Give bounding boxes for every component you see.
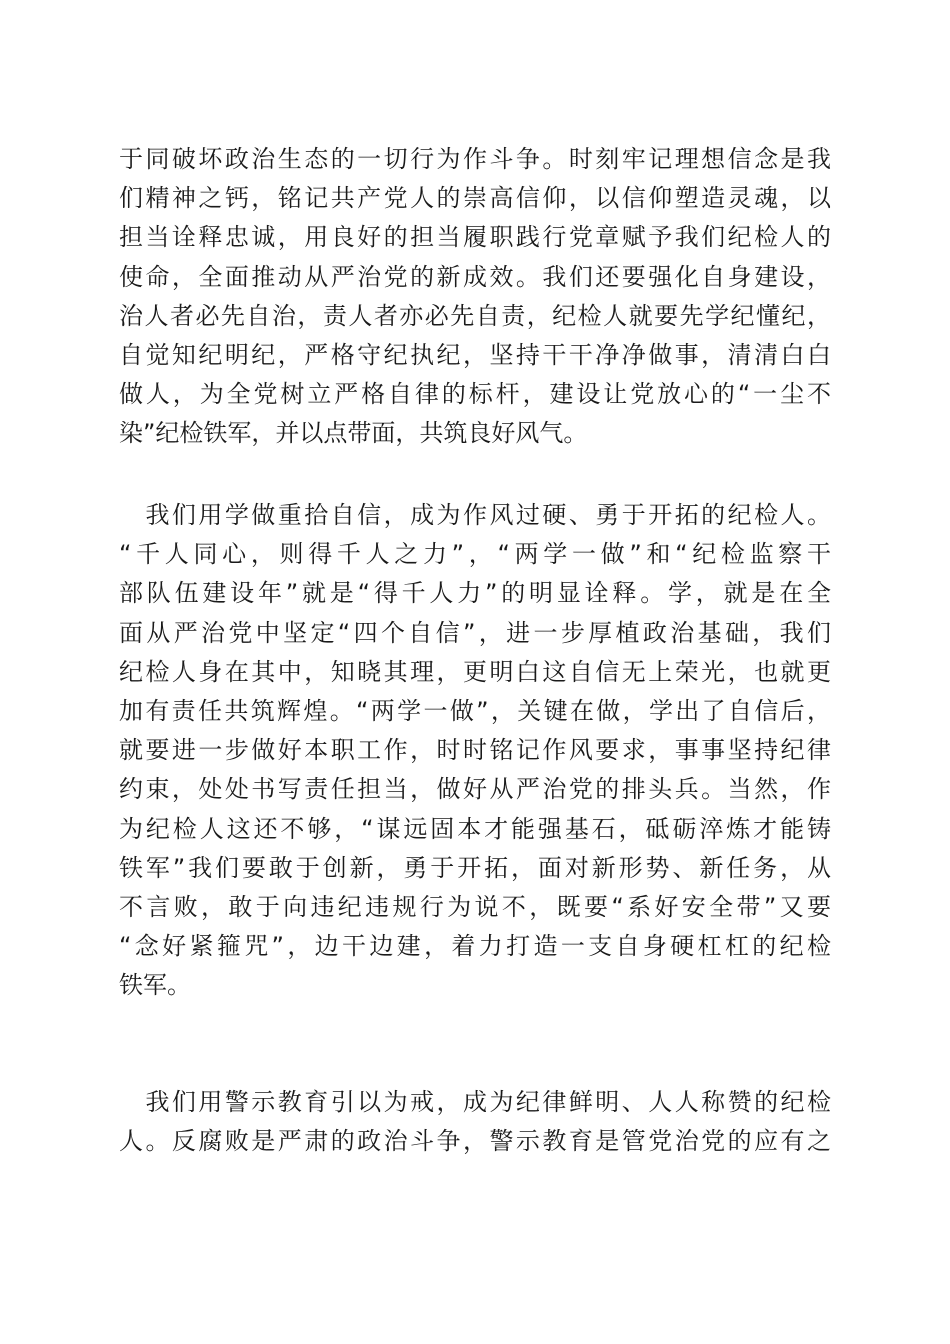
text-line: 自觉知纪明纪，严格守纪执纪，坚持干干净净做事，清清白白 xyxy=(119,340,831,369)
text-line: 们精神之钙，铭记共产党人的崇高信仰，以信仰塑造灵魂，以 xyxy=(119,184,831,213)
text-line: 我们用学做重拾自信，成为作风过硬、勇于开拓的纪检人。 xyxy=(119,501,831,529)
paragraph-1 xyxy=(119,140,831,454)
text-line: 铁军。 xyxy=(119,971,191,1000)
text-line: “千人同心，则得千人之力”，“两学一做”和“纪检监察干 xyxy=(119,540,831,569)
text-line: 加有责任共筑辉煌。“两学一做”，关键在做，学出了自信后， xyxy=(119,696,831,725)
paragraph-2 xyxy=(119,496,831,1005)
text-line: 人。反腐败是严肃的政治斗争，警示教育是管党治党的应有之 xyxy=(119,1127,831,1156)
text-line: 我们用警示教育引以为戒，成为纪律鲜明、人人称赞的纪检 xyxy=(119,1088,831,1116)
text-line: 于同破坏政治生态的一切行为作斗争。时刻牢记理想信念是我 xyxy=(119,145,831,173)
text-line: 部队伍建设年”就是“得千人力”的明显诠释。学，就是在全 xyxy=(119,579,831,608)
text-line: 不言败，敢于向违纪违规行为说不，既要“系好安全带”又要 xyxy=(119,892,831,921)
text-line: 面从严治党中坚定“四个自信”，进一步厚植政治基础，我们 xyxy=(119,618,831,647)
text-line: 使命，全面推动从严治党的新成效。我们还要强化自身建设， xyxy=(119,262,831,291)
text-line: 染”纪检铁军，并以点带面，共筑良好风气。 xyxy=(119,419,588,448)
text-line: 铁军”我们要敢于创新，勇于开拓，面对新形势、新任务，从 xyxy=(119,853,831,882)
text-line: 做人，为全党树立严格自律的标杆，建设让党放心的“一尘不 xyxy=(119,380,831,409)
text-line: 纪检人身在其中，知晓其理，更明白这自信无上荣光，也就更 xyxy=(119,657,831,686)
text-line: 约束，处处书写责任担当，做好从严治党的排头兵。当然，作 xyxy=(119,775,831,804)
text-line: 治人者必先自治，责人者亦必先自责，纪检人就要先学纪懂纪， xyxy=(119,301,831,330)
text-line: 为纪检人这还不够，“谋远固本才能强基石，砥砺淬炼才能铸 xyxy=(119,814,831,843)
text-line: “念好紧箍咒”，边干边建，着力打造一支自身硬杠杠的纪检 xyxy=(119,932,831,961)
text-line: 担当诠释忠诚，用良好的担当履职践行党章赋予我们纪检人的 xyxy=(119,223,831,252)
paragraph-3 xyxy=(119,1083,831,1161)
text-line: 就要进一步做好本职工作，时时铭记作风要求，事事坚持纪律 xyxy=(119,736,831,765)
